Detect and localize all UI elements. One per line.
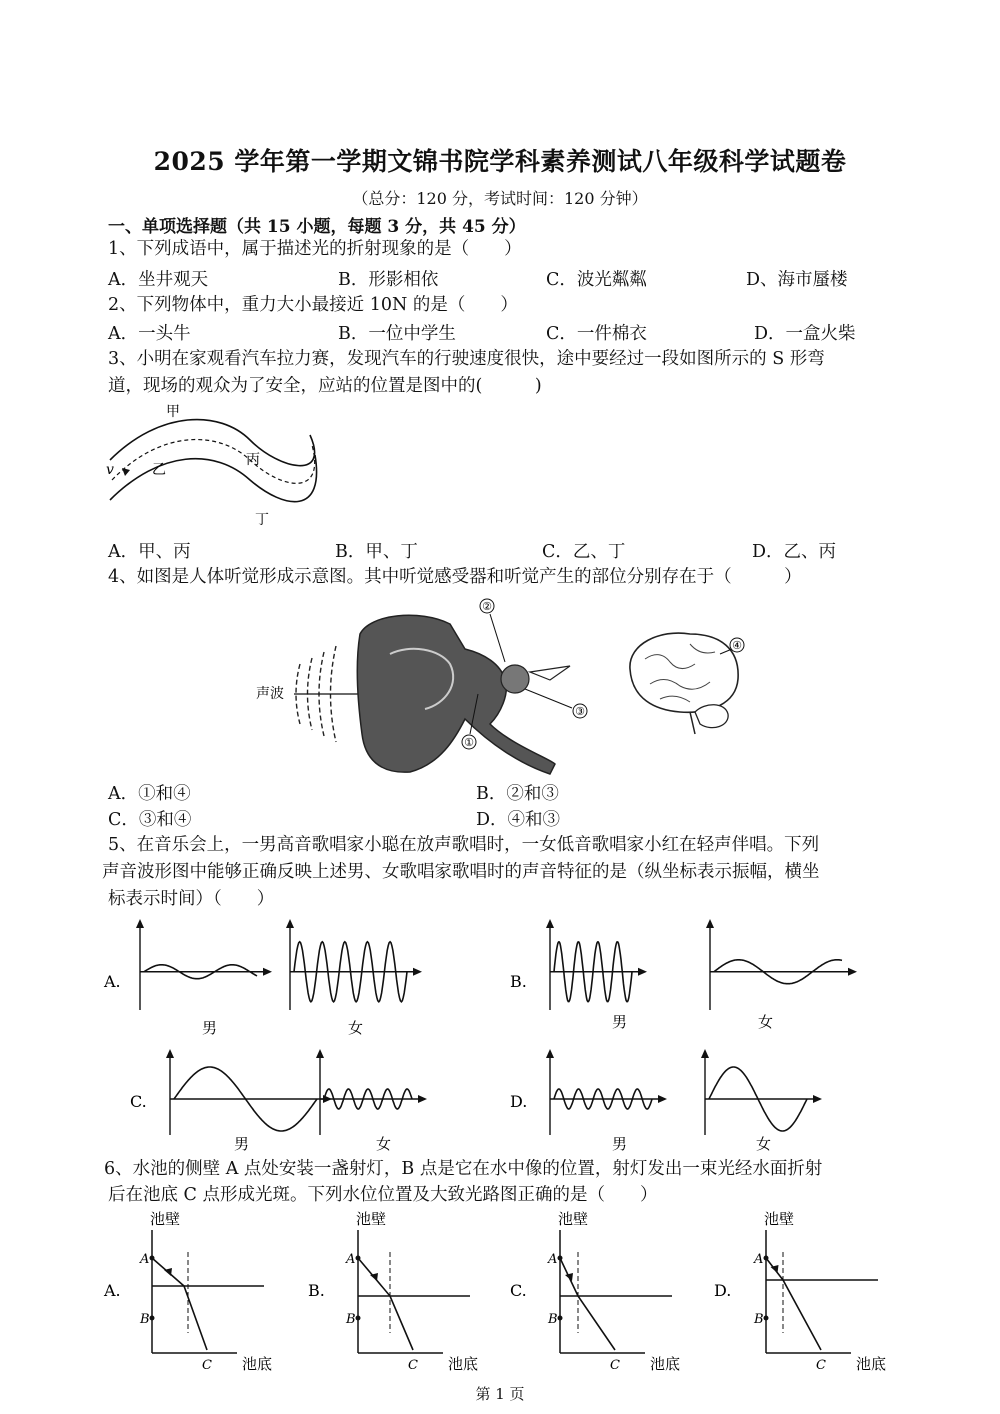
q3-option-a: A．甲、丙 — [108, 542, 191, 562]
q4-label-4: ④ — [732, 639, 742, 652]
q1-option-b: B．形影相依 — [338, 270, 439, 290]
q6-b-bottom-label: 池底 — [448, 1355, 479, 1373]
q6-option-d-label: D. — [714, 1281, 732, 1300]
q4-pointer-3 — [525, 689, 572, 708]
q4-pointer-2 — [490, 614, 505, 662]
q3-direction-arrow-icon — [122, 468, 130, 476]
q6-stem-line1: 6、水池的侧壁 A 点处安装一盏射灯，B 点是它在水中像的位置，射灯发出一束光经水面折射 — [104, 1159, 823, 1179]
q6-stem-line2: 后在池底 C 点形成光斑。下列水位位置及大致光路图正确的是（ ） — [108, 1185, 658, 1205]
page-number: 第 1 页 — [475, 1385, 525, 1403]
q6-d-label-a: A — [754, 1252, 764, 1267]
q5-c-male-y-arrow-icon — [166, 1049, 174, 1058]
q3-option-c: C．乙、丁 — [542, 542, 626, 562]
q5-option-d-label: D. — [510, 1092, 528, 1111]
q5-d-female-x-arrow-icon — [813, 1095, 822, 1103]
q3-road-inner-edge — [110, 455, 317, 502]
q5-stem-line2: 声音波形图中能够正确反映上述男、女歌唱家歌唱时的声音特征的是（纵坐标表示振幅，横坐 — [102, 862, 820, 882]
q4-ear-figure — [250, 594, 770, 784]
q6-b-label-c: C — [408, 1358, 418, 1373]
q4-label-3: ③ — [575, 705, 585, 718]
q1-option-d: D、海市蜃楼 — [746, 270, 848, 290]
q5-a-female-x-arrow-icon — [413, 968, 422, 976]
q6-option-c-label: C. — [510, 1281, 527, 1300]
q5-stem-line3: 标表示时间）（ ） — [108, 889, 275, 909]
q6-b-label-a: A — [346, 1252, 356, 1267]
q5-b-male: 男 — [612, 1013, 628, 1031]
q5-option-a-label: A. — [104, 972, 121, 991]
q5-a-male: 男 — [202, 1019, 218, 1037]
q5-d-male-x-arrow-icon — [658, 1095, 667, 1103]
q3-road-outer-edge — [110, 420, 315, 466]
q3-label-ding: 丁 — [255, 512, 269, 528]
q4-option-b: B．②和③ — [476, 784, 559, 804]
q5-c-female-x-arrow-icon — [418, 1095, 427, 1103]
q6-a-light-ray — [152, 1258, 207, 1350]
q6-b-light-ray — [358, 1258, 413, 1350]
q6-a-wall-label: 池壁 — [150, 1210, 181, 1228]
q3-option-b: B．甲、丁 — [335, 542, 418, 562]
q5-waveform-figures — [100, 915, 880, 1160]
page-title: 2025 学年第一学期文锦书院学科素养测试八年级科学试题卷 — [153, 147, 847, 176]
q5-d-female-y-arrow-icon — [701, 1049, 709, 1058]
q5-a-male-x-arrow-icon — [263, 968, 272, 976]
q5-b-male-x-arrow-icon — [638, 968, 647, 976]
q2-option-c: C．一件棉衣 — [546, 324, 647, 344]
q2-stem: 2、下列物体中，重力大小最接近 10N 的是（ ） — [108, 295, 518, 315]
q4-label-2: ② — [482, 600, 492, 613]
q5-a-female: 女 — [348, 1019, 364, 1037]
q5-d-male-y-arrow-icon — [546, 1049, 554, 1058]
q6-c-wall-label: 池壁 — [558, 1210, 589, 1228]
q6-d-label-c: C — [816, 1358, 826, 1373]
q2-option-d: D．一盒火柴 — [754, 324, 856, 344]
q6-d-label-b: B — [754, 1312, 764, 1327]
q6-c-bottom-label: 池底 — [650, 1355, 681, 1373]
q4-label-sound: 声波 — [256, 686, 284, 702]
q5-d-male: 男 — [612, 1135, 628, 1153]
q6-c-ray-arrow-icon — [565, 1273, 573, 1281]
q4-cerebellum — [695, 705, 728, 728]
q3-car-path — [112, 440, 315, 484]
q6-b-label-b: B — [346, 1312, 356, 1327]
q5-a-male-y-arrow-icon — [136, 919, 144, 928]
section-heading: 一、单项选择题（共 15 小题，每题 3 分，共 45 分） — [108, 217, 526, 237]
q3-stem-line2: 道，现场的观众为了安全，应站的位置是图中的( ) — [108, 376, 542, 396]
q5-stem-line1: 5、在音乐会上，一男高音歌唱家小聪在放声歌唱时，一女低音歌唱家小红在轻声伴唱。下列 — [108, 835, 820, 855]
q6-d-wall-label: 池壁 — [764, 1210, 795, 1228]
q6-b-point-b — [356, 1316, 361, 1321]
q6-c-label-b: B — [548, 1312, 558, 1327]
q4-ear-cross-section — [357, 615, 555, 774]
q6-c-point-b — [558, 1316, 563, 1321]
q4-cochlea — [501, 665, 529, 693]
q1-option-a: A．坐井观天 — [108, 270, 209, 290]
q5-c-female-y-arrow-icon — [316, 1049, 324, 1058]
q3-stem-line1: 3、小明在家观看汽车拉力赛，发现汽车的行驶速度很快，途中要经过一段如图所示的 S 形弯 — [108, 349, 825, 369]
q6-a-label-b: B — [140, 1312, 150, 1327]
q4-option-a: A．①和④ — [108, 784, 191, 804]
q1-stem: 1、下列成语中，属于描述光的折射现象的是（ ） — [108, 239, 522, 259]
q6-c-label-a: A — [548, 1252, 558, 1267]
q3-label-jia: 甲 — [166, 404, 180, 420]
q2-option-a: A．一头牛 — [108, 324, 191, 344]
q6-light-path-figures — [100, 1208, 900, 1373]
q1-option-c: C．波光粼粼 — [546, 270, 647, 290]
q6-option-b-label: B. — [308, 1281, 325, 1300]
q6-c-label-c: C — [610, 1358, 620, 1373]
q4-brain — [630, 633, 738, 712]
q6-b-wall-label: 池壁 — [356, 1210, 387, 1228]
q6-d-bottom-label: 池底 — [856, 1355, 887, 1373]
q5-b-female-x-arrow-icon — [848, 968, 857, 976]
q5-b-male-y-arrow-icon — [546, 919, 554, 928]
q3-label-v: v — [106, 462, 114, 478]
q5-b-female: 女 — [758, 1013, 774, 1031]
q4-eustachian-tip — [530, 666, 570, 680]
q5-option-c-label: C. — [130, 1092, 147, 1111]
q6-d-light-ray — [766, 1258, 821, 1350]
q5-c-female: 女 — [376, 1135, 392, 1153]
q4-stem: 4、如图是人体听觉形成示意图。其中听觉感受器和听觉产生的部位分别存在于（ ） — [108, 567, 802, 587]
q6-a-label-a: A — [140, 1252, 150, 1267]
q4-brainstem — [690, 712, 695, 734]
page-subtitle: （总分：120 分，考试时间：120 分钟） — [352, 189, 648, 208]
q5-c-male: 男 — [234, 1135, 250, 1153]
q6-d-point-b — [764, 1316, 769, 1321]
q5-option-b-label: B. — [510, 972, 527, 991]
q4-option-d: D．④和③ — [476, 810, 561, 830]
q3-label-yi: 乙 — [152, 462, 166, 478]
q5-b-female-y-arrow-icon — [706, 919, 714, 928]
q4-label-1: ① — [464, 736, 474, 749]
q3-label-bing: 丙 — [246, 452, 260, 468]
q3-s-curve-figure — [100, 400, 330, 535]
q6-a-bottom-label: 池底 — [242, 1355, 273, 1373]
q6-c-light-ray — [560, 1258, 615, 1350]
q6-a-label-c: C — [202, 1358, 212, 1373]
q6-option-a-label: A. — [104, 1281, 121, 1300]
q4-option-c: C．③和④ — [108, 810, 192, 830]
q2-option-b: B．一位中学生 — [338, 324, 456, 344]
q6-a-point-b — [150, 1316, 155, 1321]
q3-option-d: D．乙、丙 — [752, 542, 837, 562]
q5-d-female: 女 — [756, 1135, 772, 1153]
q5-a-female-y-arrow-icon — [286, 919, 294, 928]
